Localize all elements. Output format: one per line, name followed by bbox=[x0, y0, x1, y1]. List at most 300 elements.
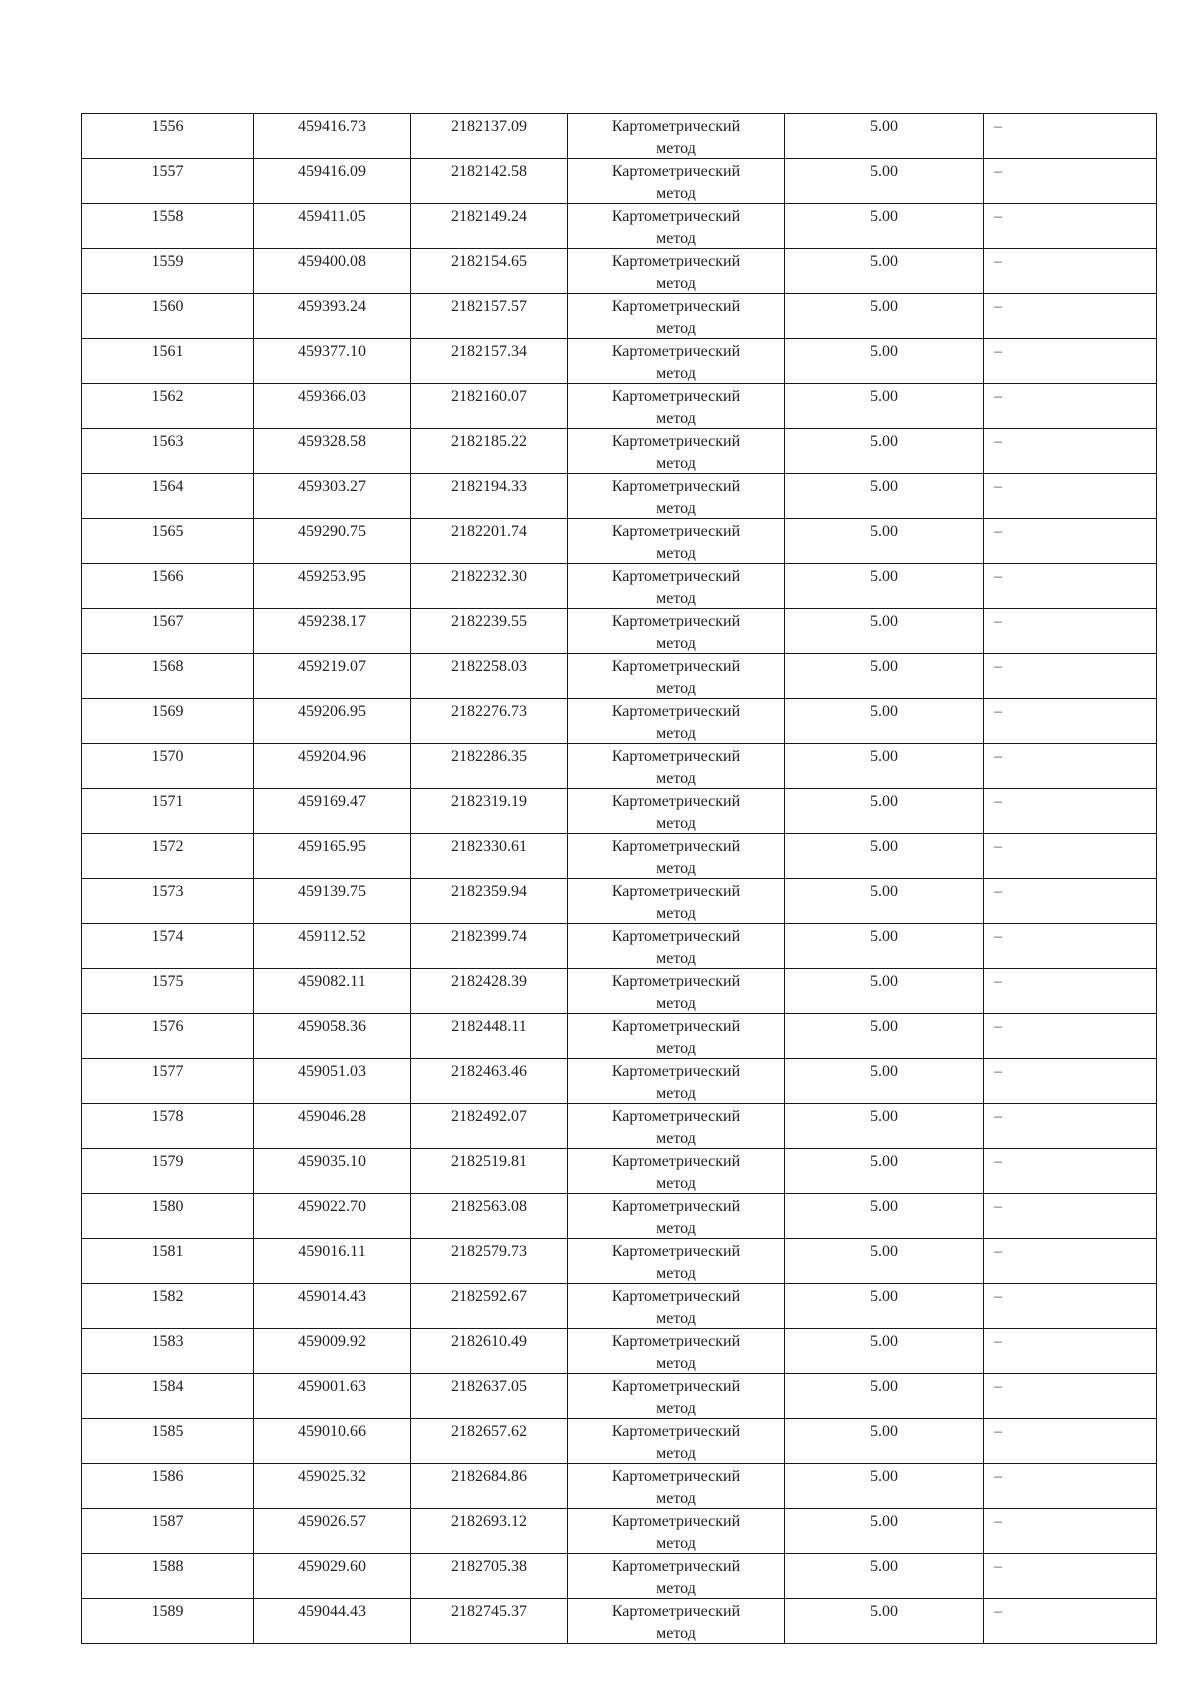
method-line-2: метод bbox=[656, 1220, 696, 1237]
point-number-cell-text: 1587 bbox=[151, 1513, 184, 1530]
method-line-1: Картометрический bbox=[611, 973, 741, 990]
accuracy-cell-text: 5.00 bbox=[870, 298, 898, 315]
note-cell-text: – bbox=[994, 613, 1002, 630]
point-number-cell bbox=[82, 1014, 254, 1059]
accuracy-cell-text: 5.00 bbox=[870, 523, 898, 540]
note-cell bbox=[984, 114, 1157, 159]
x-coordinate-cell bbox=[254, 789, 411, 834]
note-cell bbox=[984, 699, 1157, 744]
method-line-2: метод bbox=[656, 1400, 696, 1417]
note-cell-text: – bbox=[994, 1378, 1002, 1395]
accuracy-cell bbox=[785, 1284, 984, 1329]
x-coordinate-cell bbox=[254, 969, 411, 1014]
y-coordinate-cell-text: 2182448.11 bbox=[451, 1018, 527, 1035]
table-row bbox=[82, 969, 1157, 1014]
accuracy-cell bbox=[785, 1104, 984, 1149]
method-cell bbox=[568, 1419, 785, 1464]
y-coordinate-cell-text: 2182319.19 bbox=[451, 793, 527, 810]
note-cell-text: – bbox=[994, 793, 1002, 810]
accuracy-cell bbox=[785, 159, 984, 204]
x-coordinate-cell bbox=[254, 564, 411, 609]
y-coordinate-cell-text: 2182693.12 bbox=[451, 1513, 527, 1530]
method-line-2: метод bbox=[656, 230, 696, 247]
y-coordinate-cell bbox=[411, 294, 568, 339]
note-cell bbox=[984, 1284, 1157, 1329]
x-coordinate-cell-text: 459009.92 bbox=[298, 1333, 366, 1350]
x-coordinate-cell-text: 459139.75 bbox=[298, 883, 366, 900]
method-line-2: метод bbox=[656, 1085, 696, 1102]
method-line-2: метод bbox=[656, 140, 696, 157]
table-row bbox=[82, 519, 1157, 564]
note-cell-text: – bbox=[994, 1063, 1002, 1080]
point-number-cell bbox=[82, 879, 254, 924]
y-coordinate-cell bbox=[411, 1194, 568, 1239]
y-coordinate-cell bbox=[411, 1464, 568, 1509]
y-coordinate-cell-text: 2182232.30 bbox=[451, 568, 527, 585]
accuracy-cell-text: 5.00 bbox=[870, 568, 898, 585]
accuracy-cell-text: 5.00 bbox=[870, 208, 898, 225]
method-cell bbox=[568, 1554, 785, 1599]
y-coordinate-cell bbox=[411, 1104, 568, 1149]
point-number-cell-text: 1557 bbox=[151, 163, 184, 180]
point-number-cell bbox=[82, 1059, 254, 1104]
method-cell bbox=[568, 789, 785, 834]
method-line-2: метод bbox=[656, 1040, 696, 1057]
method-line-2: метод bbox=[656, 185, 696, 202]
x-coordinate-cell bbox=[254, 1599, 411, 1644]
note-cell bbox=[984, 1374, 1157, 1419]
point-number-cell bbox=[82, 1239, 254, 1284]
method-cell bbox=[568, 114, 785, 159]
method-cell bbox=[568, 204, 785, 249]
method-cell bbox=[568, 834, 785, 879]
method-line-1: Картометрический bbox=[611, 568, 741, 585]
y-coordinate-cell bbox=[411, 1599, 568, 1644]
note-cell-text: – bbox=[994, 433, 1002, 450]
point-number-cell-text: 1584 bbox=[151, 1378, 184, 1395]
accuracy-cell bbox=[785, 789, 984, 834]
method-cell bbox=[568, 384, 785, 429]
accuracy-cell-text: 5.00 bbox=[870, 1603, 898, 1620]
y-coordinate-cell bbox=[411, 1239, 568, 1284]
point-number-cell bbox=[82, 204, 254, 249]
point-number-cell-text: 1576 bbox=[151, 1018, 184, 1035]
note-cell-text: – bbox=[994, 973, 1002, 990]
y-coordinate-cell-text: 2182154.65 bbox=[451, 253, 527, 270]
method-cell bbox=[568, 744, 785, 789]
x-coordinate-cell-text: 459112.52 bbox=[298, 928, 366, 945]
note-cell-text: – bbox=[994, 1513, 1002, 1530]
x-coordinate-cell bbox=[254, 114, 411, 159]
note-cell bbox=[984, 744, 1157, 789]
y-coordinate-cell bbox=[411, 1554, 568, 1599]
method-line-1: Картометрический bbox=[611, 523, 741, 540]
table-row bbox=[82, 204, 1157, 249]
x-coordinate-cell-text: 459001.63 bbox=[298, 1378, 366, 1395]
note-cell-text: – bbox=[994, 1288, 1002, 1305]
note-cell bbox=[984, 1509, 1157, 1554]
point-number-cell-text: 1582 bbox=[151, 1288, 184, 1305]
y-coordinate-cell-text: 2182463.46 bbox=[451, 1063, 527, 1080]
table-row bbox=[82, 1374, 1157, 1419]
point-number-cell-text: 1580 bbox=[151, 1198, 184, 1215]
point-number-cell bbox=[82, 699, 254, 744]
x-coordinate-cell bbox=[254, 429, 411, 474]
method-cell bbox=[568, 1464, 785, 1509]
accuracy-cell-text: 5.00 bbox=[870, 928, 898, 945]
y-coordinate-cell-text: 2182276.73 bbox=[451, 703, 527, 720]
y-coordinate-cell bbox=[411, 564, 568, 609]
accuracy-cell bbox=[785, 654, 984, 699]
point-number-cell bbox=[82, 1374, 254, 1419]
note-cell bbox=[984, 294, 1157, 339]
accuracy-cell bbox=[785, 384, 984, 429]
table-row bbox=[82, 834, 1157, 879]
y-coordinate-cell-text: 2182745.37 bbox=[451, 1603, 527, 1620]
y-coordinate-cell-text: 2182492.07 bbox=[451, 1108, 527, 1125]
y-coordinate-cell-text: 2182428.39 bbox=[451, 973, 527, 990]
method-cell bbox=[568, 564, 785, 609]
y-coordinate-cell bbox=[411, 654, 568, 699]
accuracy-cell-text: 5.00 bbox=[870, 343, 898, 360]
y-coordinate-cell bbox=[411, 1329, 568, 1374]
method-cell bbox=[568, 654, 785, 699]
point-number-cell-text: 1565 bbox=[151, 523, 184, 540]
y-coordinate-cell bbox=[411, 1284, 568, 1329]
table-row bbox=[82, 1509, 1157, 1554]
method-line-2: метод bbox=[656, 1535, 696, 1552]
accuracy-cell bbox=[785, 1464, 984, 1509]
x-coordinate-cell bbox=[254, 474, 411, 519]
note-cell bbox=[984, 384, 1157, 429]
accuracy-cell-text: 5.00 bbox=[870, 1468, 898, 1485]
note-cell-text: – bbox=[994, 163, 1002, 180]
method-cell bbox=[568, 1059, 785, 1104]
x-coordinate-cell bbox=[254, 249, 411, 294]
method-line-1: Картометрический bbox=[611, 1558, 741, 1575]
method-line-2: метод bbox=[656, 1265, 696, 1282]
method-cell bbox=[568, 969, 785, 1014]
point-number-cell bbox=[82, 969, 254, 1014]
x-coordinate-cell bbox=[254, 879, 411, 924]
note-cell bbox=[984, 879, 1157, 924]
point-number-cell-text: 1585 bbox=[151, 1423, 184, 1440]
method-cell bbox=[568, 924, 785, 969]
table-row bbox=[82, 339, 1157, 384]
y-coordinate-cell bbox=[411, 1014, 568, 1059]
method-line-2: метод bbox=[656, 635, 696, 652]
y-coordinate-cell bbox=[411, 159, 568, 204]
x-coordinate-cell-text: 459328.58 bbox=[298, 433, 366, 450]
method-cell bbox=[568, 1509, 785, 1554]
note-cell-text: – bbox=[994, 928, 1002, 945]
method-line-1: Картометрический bbox=[611, 1603, 741, 1620]
x-coordinate-cell-text: 459022.70 bbox=[298, 1198, 366, 1215]
method-line-1: Картометрический bbox=[611, 613, 741, 630]
method-cell bbox=[568, 1194, 785, 1239]
accuracy-cell bbox=[785, 429, 984, 474]
y-coordinate-cell-text: 2182684.86 bbox=[451, 1468, 527, 1485]
point-number-cell bbox=[82, 1104, 254, 1149]
table-row bbox=[82, 879, 1157, 924]
method-line-1: Картометрический bbox=[611, 928, 741, 945]
x-coordinate-cell-text: 459303.27 bbox=[298, 478, 366, 495]
accuracy-cell bbox=[785, 969, 984, 1014]
method-cell bbox=[568, 294, 785, 339]
x-coordinate-cell bbox=[254, 1464, 411, 1509]
x-coordinate-cell-text: 459219.07 bbox=[298, 658, 366, 675]
note-cell-text: – bbox=[994, 1108, 1002, 1125]
point-number-cell-text: 1564 bbox=[151, 478, 184, 495]
method-line-1: Картометрический bbox=[611, 658, 741, 675]
method-line-2: метод bbox=[656, 365, 696, 382]
x-coordinate-cell-text: 459238.17 bbox=[298, 613, 366, 630]
accuracy-cell-text: 5.00 bbox=[870, 748, 898, 765]
note-cell-text: – bbox=[994, 1018, 1002, 1035]
point-number-cell bbox=[82, 159, 254, 204]
x-coordinate-cell-text: 459400.08 bbox=[298, 253, 366, 270]
accuracy-cell bbox=[785, 834, 984, 879]
note-cell bbox=[984, 339, 1157, 384]
method-line-1: Картометрический bbox=[611, 163, 741, 180]
method-line-2: метод bbox=[656, 455, 696, 472]
accuracy-cell-text: 5.00 bbox=[870, 793, 898, 810]
table-row bbox=[82, 1239, 1157, 1284]
table-row bbox=[82, 159, 1157, 204]
accuracy-cell-text: 5.00 bbox=[870, 163, 898, 180]
point-number-cell-text: 1569 bbox=[151, 703, 184, 720]
x-coordinate-cell bbox=[254, 1194, 411, 1239]
x-coordinate-cell bbox=[254, 1329, 411, 1374]
accuracy-cell-text: 5.00 bbox=[870, 1063, 898, 1080]
accuracy-cell bbox=[785, 1149, 984, 1194]
point-number-cell-text: 1562 bbox=[151, 388, 184, 405]
point-number-cell bbox=[82, 1509, 254, 1554]
point-number-cell bbox=[82, 339, 254, 384]
accuracy-cell bbox=[785, 1329, 984, 1374]
y-coordinate-cell-text: 2182657.62 bbox=[451, 1423, 527, 1440]
note-cell bbox=[984, 1554, 1157, 1599]
note-cell bbox=[984, 204, 1157, 249]
y-coordinate-cell bbox=[411, 429, 568, 474]
accuracy-cell bbox=[785, 1509, 984, 1554]
accuracy-cell-text: 5.00 bbox=[870, 658, 898, 675]
method-line-1: Картометрический bbox=[611, 748, 741, 765]
y-coordinate-cell-text: 2182399.74 bbox=[451, 928, 527, 945]
x-coordinate-cell bbox=[254, 1419, 411, 1464]
x-coordinate-cell bbox=[254, 1014, 411, 1059]
point-number-cell-text: 1588 bbox=[151, 1558, 184, 1575]
y-coordinate-cell-text: 2182286.35 bbox=[451, 748, 527, 765]
note-cell bbox=[984, 1149, 1157, 1194]
note-cell-text: – bbox=[994, 1423, 1002, 1440]
accuracy-cell bbox=[785, 924, 984, 969]
method-line-2: метод bbox=[656, 860, 696, 877]
y-coordinate-cell bbox=[411, 384, 568, 429]
note-cell bbox=[984, 1329, 1157, 1374]
table-row bbox=[82, 474, 1157, 519]
note-cell-text: – bbox=[994, 523, 1002, 540]
method-line-2: метод bbox=[656, 1130, 696, 1147]
accuracy-cell-text: 5.00 bbox=[870, 838, 898, 855]
x-coordinate-cell-text: 459058.36 bbox=[298, 1018, 366, 1035]
x-coordinate-cell bbox=[254, 654, 411, 699]
method-cell bbox=[568, 699, 785, 744]
method-cell bbox=[568, 1284, 785, 1329]
note-cell bbox=[984, 969, 1157, 1014]
point-number-cell bbox=[82, 1194, 254, 1239]
note-cell bbox=[984, 159, 1157, 204]
method-line-2: метод bbox=[656, 995, 696, 1012]
accuracy-cell-text: 5.00 bbox=[870, 1513, 898, 1530]
point-number-cell-text: 1571 bbox=[151, 793, 184, 810]
y-coordinate-cell-text: 2182359.94 bbox=[451, 883, 527, 900]
accuracy-cell bbox=[785, 1419, 984, 1464]
x-coordinate-cell-text: 459290.75 bbox=[298, 523, 366, 540]
method-line-1: Картометрический bbox=[611, 1153, 741, 1170]
y-coordinate-cell-text: 2182258.03 bbox=[451, 658, 527, 675]
method-line-1: Картометрический bbox=[611, 1288, 741, 1305]
point-number-cell bbox=[82, 834, 254, 879]
note-cell-text: – bbox=[994, 1603, 1002, 1620]
method-line-1: Картометрический bbox=[611, 118, 741, 135]
x-coordinate-cell bbox=[254, 1284, 411, 1329]
point-number-cell bbox=[82, 654, 254, 699]
method-line-2: метод bbox=[656, 1625, 696, 1642]
method-line-1: Картометрический bbox=[611, 1063, 741, 1080]
accuracy-cell-text: 5.00 bbox=[870, 1423, 898, 1440]
x-coordinate-cell bbox=[254, 744, 411, 789]
x-coordinate-cell-text: 459416.09 bbox=[298, 163, 366, 180]
table-row bbox=[82, 1059, 1157, 1104]
x-coordinate-cell bbox=[254, 609, 411, 654]
y-coordinate-cell-text: 2182149.24 bbox=[451, 208, 527, 225]
method-cell bbox=[568, 429, 785, 474]
y-coordinate-cell bbox=[411, 699, 568, 744]
accuracy-cell bbox=[785, 114, 984, 159]
x-coordinate-cell-text: 459035.10 bbox=[298, 1153, 366, 1170]
point-number-cell bbox=[82, 1419, 254, 1464]
note-cell-text: – bbox=[994, 1153, 1002, 1170]
note-cell-text: – bbox=[994, 703, 1002, 720]
y-coordinate-cell bbox=[411, 924, 568, 969]
accuracy-cell bbox=[785, 1194, 984, 1239]
note-cell-text: – bbox=[994, 298, 1002, 315]
table-row bbox=[82, 789, 1157, 834]
x-coordinate-cell-text: 459051.03 bbox=[298, 1063, 366, 1080]
note-cell bbox=[984, 834, 1157, 879]
accuracy-cell-text: 5.00 bbox=[870, 1558, 898, 1575]
accuracy-cell-text: 5.00 bbox=[870, 1333, 898, 1350]
x-coordinate-cell bbox=[254, 294, 411, 339]
y-coordinate-cell-text: 2182157.57 bbox=[451, 298, 527, 315]
accuracy-cell-text: 5.00 bbox=[870, 1153, 898, 1170]
method-line-1: Картометрический bbox=[611, 1468, 741, 1485]
y-coordinate-cell bbox=[411, 474, 568, 519]
method-line-2: метод bbox=[656, 1355, 696, 1372]
note-cell bbox=[984, 1104, 1157, 1149]
method-cell bbox=[568, 519, 785, 564]
point-number-cell-text: 1559 bbox=[151, 253, 184, 270]
x-coordinate-cell-text: 459253.95 bbox=[298, 568, 366, 585]
method-line-1: Картометрический bbox=[611, 883, 741, 900]
y-coordinate-cell-text: 2182705.38 bbox=[451, 1558, 527, 1575]
note-cell bbox=[984, 924, 1157, 969]
accuracy-cell bbox=[785, 1599, 984, 1644]
y-coordinate-cell-text: 2182592.67 bbox=[451, 1288, 527, 1305]
method-line-2: метод bbox=[656, 500, 696, 517]
method-line-1: Картометрический bbox=[611, 298, 741, 315]
accuracy-cell bbox=[785, 609, 984, 654]
y-coordinate-cell-text: 2182160.07 bbox=[451, 388, 527, 405]
method-line-1: Картометрический bbox=[611, 1333, 741, 1350]
table-row bbox=[82, 564, 1157, 609]
y-coordinate-cell-text: 2182579.73 bbox=[451, 1243, 527, 1260]
x-coordinate-cell-text: 459082.11 bbox=[298, 973, 366, 990]
note-cell bbox=[984, 654, 1157, 699]
note-cell bbox=[984, 474, 1157, 519]
point-number-cell bbox=[82, 744, 254, 789]
method-line-2: метод bbox=[656, 770, 696, 787]
method-line-1: Картометрический bbox=[611, 793, 741, 810]
point-number-cell-text: 1567 bbox=[151, 613, 184, 630]
y-coordinate-cell-text: 2182137.09 bbox=[451, 118, 527, 135]
method-line-1: Картометрический bbox=[611, 1378, 741, 1395]
method-cell bbox=[568, 159, 785, 204]
table-row bbox=[82, 1554, 1157, 1599]
note-cell bbox=[984, 609, 1157, 654]
note-cell-text: – bbox=[994, 883, 1002, 900]
accuracy-cell bbox=[785, 879, 984, 924]
point-number-cell-text: 1581 bbox=[151, 1243, 184, 1260]
point-number-cell bbox=[82, 1329, 254, 1374]
method-line-2: метод bbox=[656, 1310, 696, 1327]
point-number-cell bbox=[82, 384, 254, 429]
point-number-cell-text: 1572 bbox=[151, 838, 184, 855]
method-line-1: Картометрический bbox=[611, 1018, 741, 1035]
x-coordinate-cell bbox=[254, 1104, 411, 1149]
y-coordinate-cell-text: 2182194.33 bbox=[451, 478, 527, 495]
note-cell bbox=[984, 249, 1157, 294]
method-line-2: метод bbox=[656, 545, 696, 562]
accuracy-cell bbox=[785, 294, 984, 339]
accuracy-cell bbox=[785, 1374, 984, 1419]
y-coordinate-cell bbox=[411, 1374, 568, 1419]
point-number-cell bbox=[82, 1149, 254, 1194]
point-number-cell-text: 1561 bbox=[151, 343, 184, 360]
method-cell bbox=[568, 879, 785, 924]
note-cell-text: – bbox=[994, 1468, 1002, 1485]
y-coordinate-cell-text: 2182330.61 bbox=[451, 838, 527, 855]
point-number-cell bbox=[82, 429, 254, 474]
x-coordinate-cell bbox=[254, 924, 411, 969]
note-cell bbox=[984, 1194, 1157, 1239]
note-cell-text: – bbox=[994, 118, 1002, 135]
note-cell-text: – bbox=[994, 388, 1002, 405]
point-number-cell-text: 1574 bbox=[151, 928, 184, 945]
x-coordinate-cell-text: 459393.24 bbox=[298, 298, 366, 315]
table-row bbox=[82, 1464, 1157, 1509]
x-coordinate-cell bbox=[254, 519, 411, 564]
x-coordinate-cell-text: 459416.73 bbox=[298, 118, 366, 135]
point-number-cell-text: 1556 bbox=[151, 118, 184, 135]
accuracy-cell-text: 5.00 bbox=[870, 478, 898, 495]
note-cell bbox=[984, 1239, 1157, 1284]
x-coordinate-cell-text: 459044.43 bbox=[298, 1603, 366, 1620]
x-coordinate-cell-text: 459029.60 bbox=[298, 1558, 366, 1575]
method-line-2: метод bbox=[656, 1445, 696, 1462]
accuracy-cell-text: 5.00 bbox=[870, 1198, 898, 1215]
